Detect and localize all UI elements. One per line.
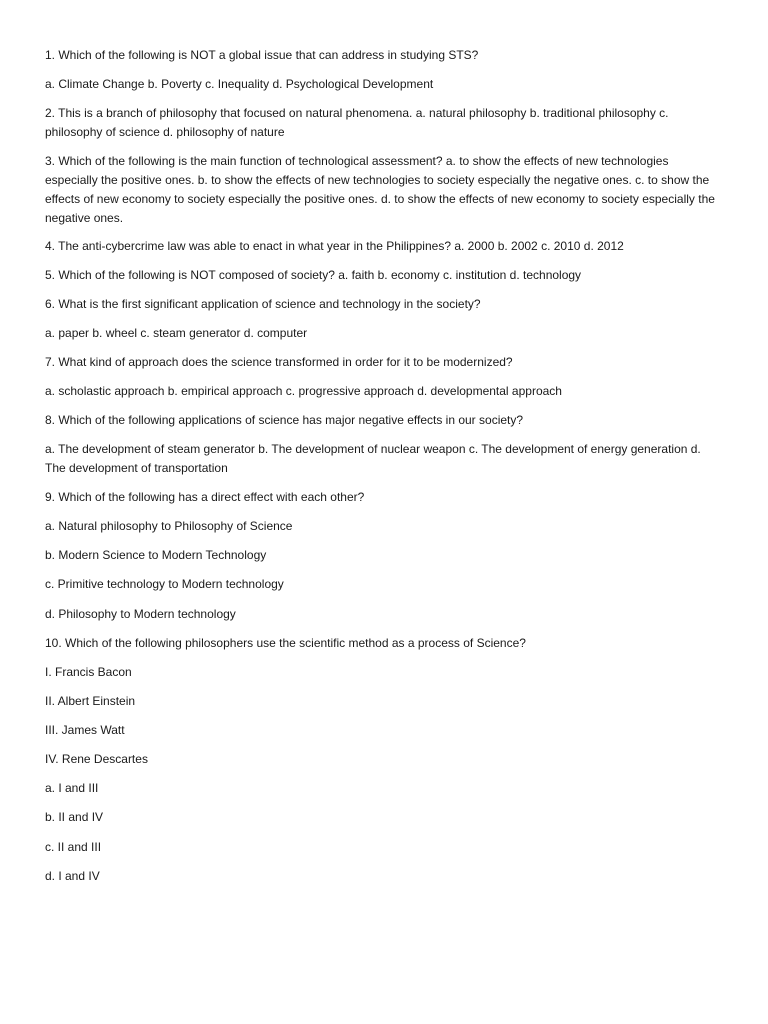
question-10-item-1: I. Francis Bacon [45,665,132,679]
question-3: 3. Which of the following is the main function of technological assessment? a. to show the effects of new technologies especially the positive ones. b. to show the effects of new technologies to society especially the negative ones. c. to show the effects of new economy to society especially the positive ones. d. to show the effects of new economy to society especially the negative ones. [45,154,715,225]
question-6: 6. What is the first significant application of science and technology in the society? [45,297,481,311]
question-10-item-3: III. James Watt [45,723,125,737]
question-9-option-d: d. Philosophy to Modern technology [45,607,236,621]
question-8-options: a. The development of steam generator b. The development of nuclear weapon c. The development of energy generation d. The development of transportation [45,442,701,475]
question-7-options: a. scholastic approach b. empirical approach c. progressive approach d. developmental approach [45,384,562,398]
question-6-options: a. paper b. wheel c. steam generator d. computer [45,326,308,340]
question-10: 10. Which of the following philosophers use the scientific method as a process of Science? [45,636,526,650]
question-10-item-2: II. Albert Einstein [45,694,136,708]
question-1: 1. Which of the following is NOT a global issue that can address in studying STS? [45,48,479,62]
question-9-option-c: c. Primitive technology to Modern technology [45,577,284,591]
question-5: 5. Which of the following is NOT composed of society? a. faith b. economy c. institution d. technology [45,268,582,282]
question-1-options: a. Climate Change b. Poverty c. Inequality d. Psychological Development [45,77,434,91]
question-2: 2. This is a branch of philosophy that focused on natural phenomena. a. natural philosophy b. traditional philosophy c. philosophy of science d. philosophy of nature [45,106,669,139]
question-10-option-c: c. II and III [45,840,102,854]
question-9-option-a: a. Natural philosophy to Philosophy of Science [45,519,293,533]
question-10-option-b: b. II and IV [45,810,104,824]
question-10-option-a: a. I and III [45,781,99,795]
question-8: 8. Which of the following applications of science has major negative effects in our society? [45,413,524,427]
question-7: 7. What kind of approach does the science transformed in order for it to be modernized? [45,355,513,369]
question-9-option-b: b. Modern Science to Modern Technology [45,548,267,562]
question-9: 9. Which of the following has a direct effect with each other? [45,490,365,504]
question-4: 4. The anti-cybercrime law was able to enact in what year in the Philippines? a. 2000 b. 2002 c. 2010 d. 2012 [45,239,624,253]
question-10-item-4: IV. Rene Descartes [45,752,148,766]
question-10-option-d: d. I and IV [45,869,100,883]
